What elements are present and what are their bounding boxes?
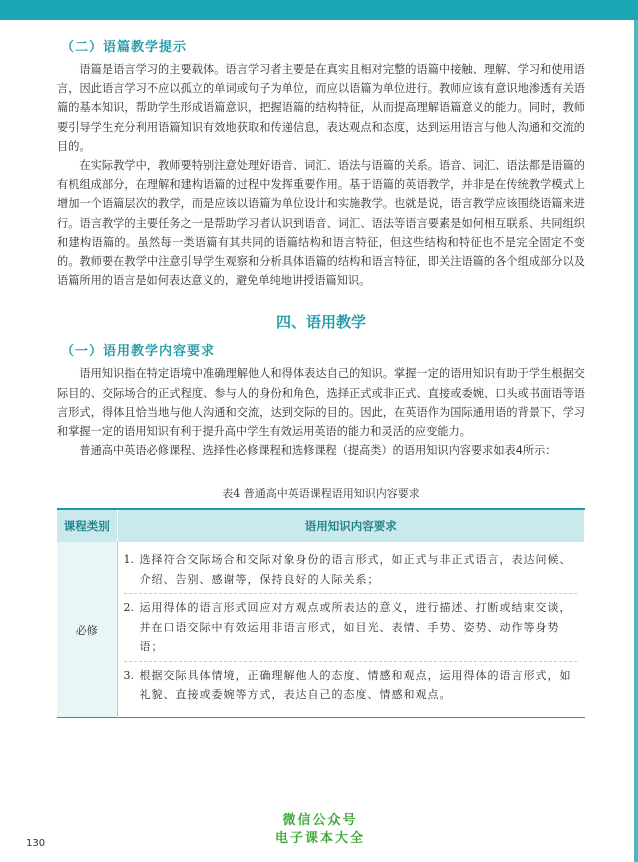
watermark — [220, 812, 420, 848]
item-number: 2. — [123, 601, 134, 615]
list-item — [124, 662, 577, 709]
watermark-line: 电子课本大全 — [274, 831, 365, 846]
chapter-title: 四、语用教学 — [275, 313, 366, 332]
list-item — [124, 546, 577, 594]
right-edge-line — [634, 20, 638, 862]
watermark-line: 微信公众号 — [282, 813, 358, 828]
item-number: 1. — [123, 553, 134, 567]
paragraph: 语篇是语言学习的主要载体。语言学习者主要是在真实且相对完整的语篇中接触、理解、学习和使用语言，因此语言学习不应以孤立的单词或句子为单位，而应以语篇为单位进行。教师应该有意识地渗透有关语篇的基本知识，帮助学生形成语篇意识，把握语篇的结构特征，从而提高理解语篇意义的能力。同时，教师要引导学生充分利用语篇知识有效地获取和传递信息，表达观点和态度，达到运用语言与他人沟通和交流的目的。 — [57, 63, 585, 153]
table-caption: 表4 普通高中英语课程语用知识内容要求 — [222, 487, 420, 501]
item-text: 选择符合交际场合和交际对象身份的语言形式，如正式与非正式语言，表达问候、介绍、告别、感谢等，保持良好的人际关系； — [139, 553, 572, 586]
section-heading-discourse: （二）语篇教学提示 — [61, 40, 188, 55]
category-cell: 必修 — [57, 542, 117, 717]
table-header-row — [57, 509, 585, 542]
column-header-requirements: 语用知识内容要求 — [117, 509, 585, 542]
section-heading-pragmatics: （一）语用教学内容要求 — [61, 344, 216, 360]
item-text: 运用得体的语言形式回应对方观点或所表达的意义，进行描述、打断或结束交谈，并在口语交际中有效运用非语言形式，如目光、表情、手势、姿势、动作等身势语； — [139, 601, 572, 654]
requirements-cell — [117, 542, 585, 717]
paragraph: 在实际教学中，教师要特别注意处理好语音、词汇、语法与语篇的关系。语音、词汇、语法都是语篇的有机组成部分，在理解和建构语篇的过程中发挥重要作用。基于语篇的英语教学，并非是在传统教学模式上增加一个语篇层次的教学，而是应该以语篇为单位设计和实施教学。也就是说，语言教学应该围绕语篇来进行。语言教学的主要任务之一是帮助学习者认识到语音、词汇、语法等语言要素是如何相互联系、共同组织和建构语篇的。虽然每一类语篇有其共同的语篇结构和语言特征，但这些结构和特征也不是完全固定不变的。教师要在教学中注意引导学生观察和分析具体语篇的结构和语言特征，即关注语篇的各个组成部分以及语篇所用的语言是如何表达意义的，避免单纯地讲授语篇知识。 — [57, 159, 585, 288]
column-header-category: 课程类别 — [57, 509, 117, 542]
table-row — [57, 542, 585, 717]
item-text: 根据交际具体情境，正确理解他人的态度、情感和观点，运用得体的语言形式，如礼貌、直接或委婉等方式，表达自己的态度、情感和观点。 — [139, 668, 572, 702]
item-number: 3. — [123, 668, 134, 682]
page-content — [57, 36, 585, 718]
page-number: 130 — [26, 838, 46, 849]
requirements-table — [57, 508, 585, 718]
paragraph: 普通高中英语必修课程、选择性必修课程和选修课程（提高类）的语用知识内容要求如表4所示： — [79, 444, 557, 458]
list-item — [124, 594, 577, 662]
paragraph: 语用知识指在特定语境中准确理解他人和得体表达自己的知识。掌握一定的语用知识有助于学生根据交际目的、交际场合的正式程度、参与人的身份和角色，选择正式或非正式、直接或委婉、口头或书面语等语言形式，得体且恰当地与他人沟通和交流，达到交际的目的。因此，在英语作为国际通用语的背景下，学习和掌握一定的语用知识有利于提升高中学生有效运用英语的能力和灵活的应变能力。 — [57, 367, 585, 439]
top-color-bar — [0, 0, 638, 20]
